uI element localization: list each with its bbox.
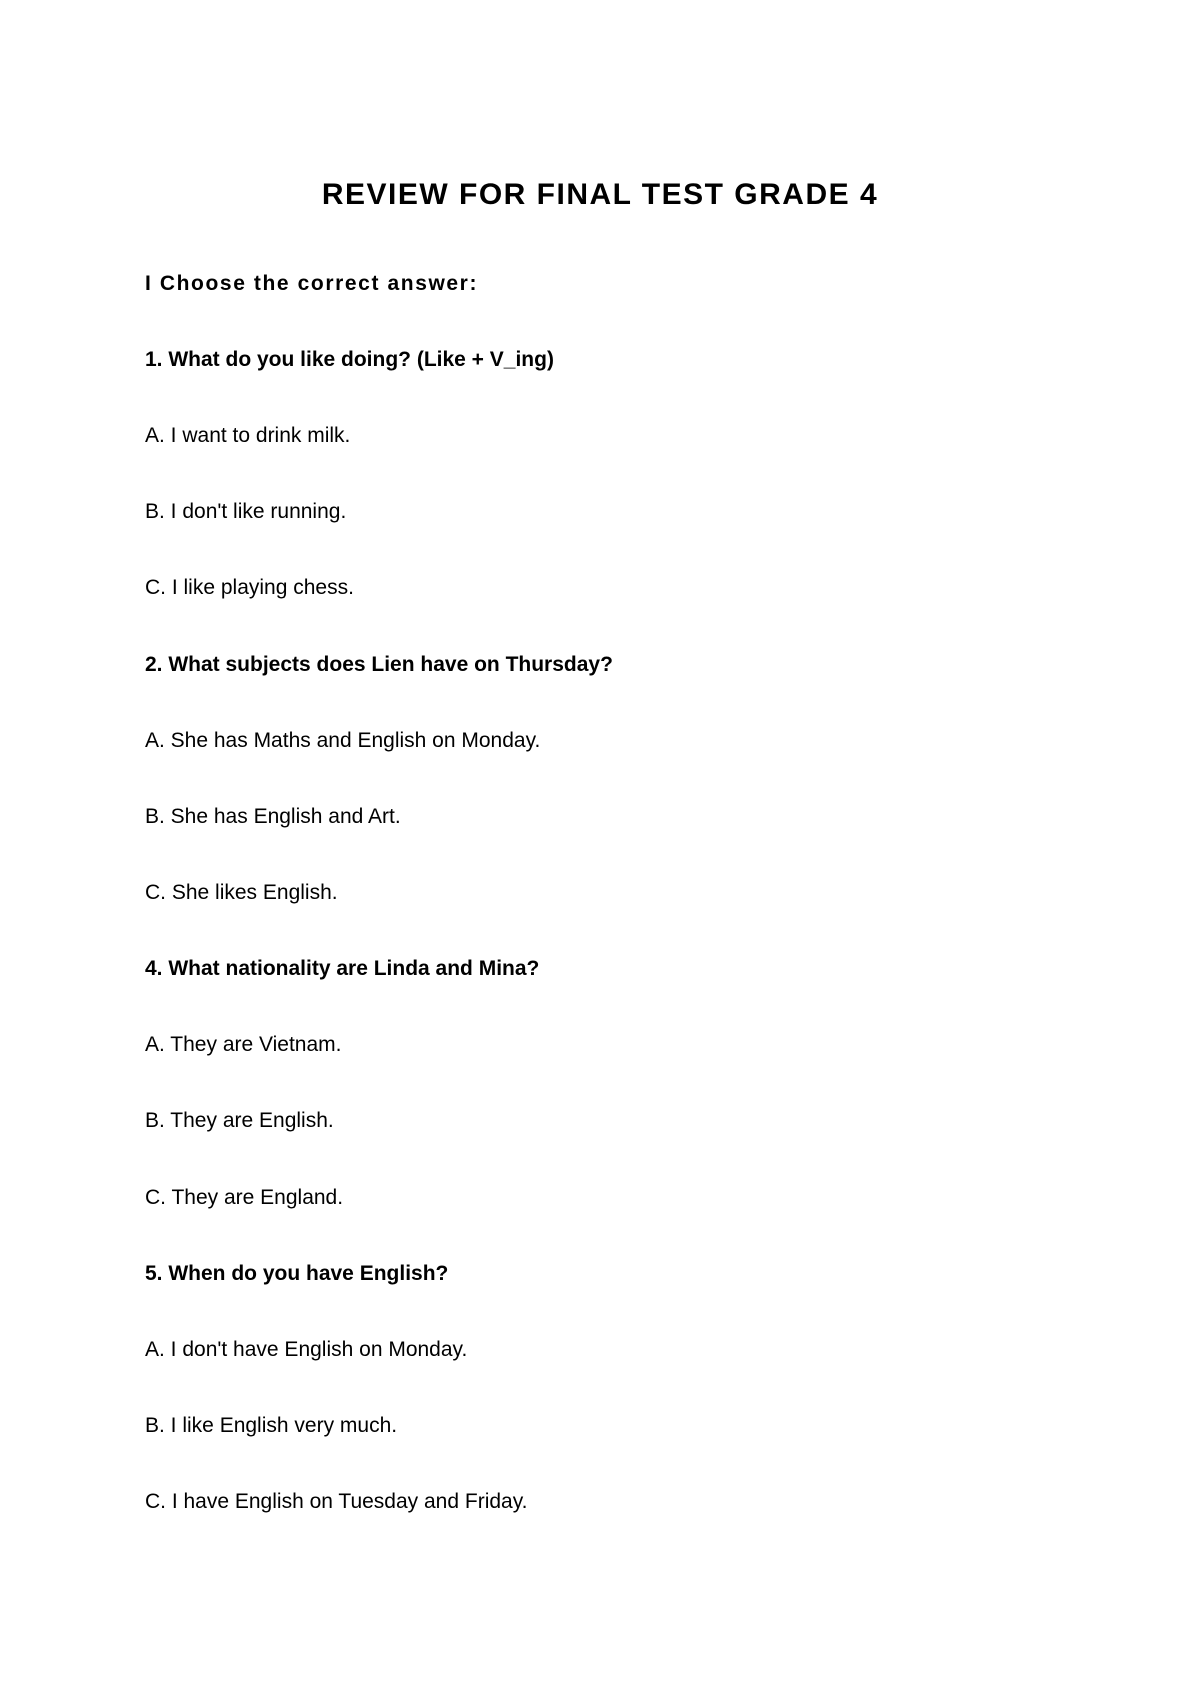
question-2-option-b: B. She has English and Art.: [145, 805, 401, 828]
question-1-text: 1. What do you like doing? (Like + V_ing): [145, 348, 554, 371]
section-instruction: I Choose the correct answer:: [145, 272, 479, 295]
question-1-option-b: B. I don't like running.: [145, 500, 347, 523]
question-4-text: 4. What nationality are Linda and Mina?: [145, 957, 540, 980]
question-5-option-a: A. I don't have English on Monday.: [145, 1338, 468, 1361]
question-2-option-a: A. She has Maths and English on Monday.: [145, 729, 541, 752]
question-2-option-c: C. She likes English.: [145, 881, 338, 904]
question-4-option-b: B. They are English.: [145, 1109, 334, 1132]
page-title: REVIEW FOR FINAL TEST GRADE 4: [321, 178, 879, 211]
question-1-option-c: C. I like playing chess.: [145, 576, 354, 599]
question-2-text: 2. What subjects does Lien have on Thursday?: [145, 653, 613, 676]
question-4-option-c: C. They are England.: [145, 1186, 344, 1209]
question-5-option-c: C. I have English on Tuesday and Friday.: [145, 1490, 528, 1513]
question-5-text: 5. When do you have English?: [145, 1262, 449, 1285]
question-5-option-b: B. I like English very much.: [145, 1414, 398, 1437]
question-4-option-a: A. They are Vietnam.: [145, 1033, 342, 1056]
question-1-option-a: A. I want to drink milk.: [145, 424, 351, 447]
